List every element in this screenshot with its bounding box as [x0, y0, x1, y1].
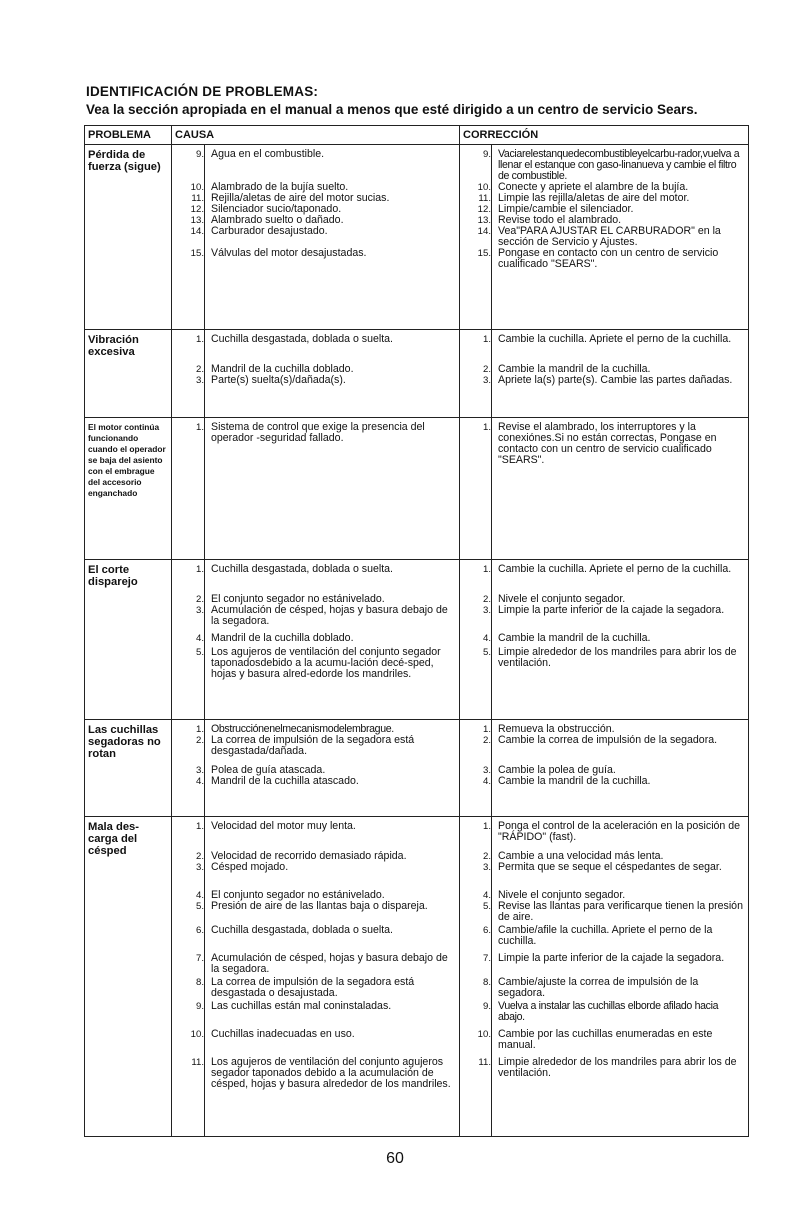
- cause-number: 3.: [195, 765, 204, 776]
- cause-number: 9.: [195, 1001, 204, 1012]
- cause-text: Presión de aire de las llantas baja o dispareja.: [211, 900, 428, 912]
- cause-text: Silenciador sucio/taponado.: [211, 203, 342, 215]
- cause-number: 8.: [195, 977, 204, 988]
- correction-text: Limpie la parte inferior de la cajade la segadora.: [498, 952, 725, 964]
- correction-text: Pongase en contacto con un centro de servicio cualificado "SEARS".: [498, 247, 719, 270]
- correction-number: 3.: [482, 862, 491, 873]
- correction-text: Vaciarelestanquedecombustibleyelcarbu-rador,vuelva a llenar el estanque con gaso-linanueva y cambie el filtro de combustible.: [498, 148, 740, 182]
- correction-text: Cambie la mandril de la cuchilla.: [498, 632, 651, 644]
- correction-text: Cambie la mandril de la cuchilla.: [498, 363, 651, 375]
- correction-text: Cambie la polea de guía.: [498, 764, 616, 776]
- correction-number: 1.: [482, 821, 491, 832]
- problem-cell: [85, 418, 172, 560]
- cause-text: Velocidad del motor muy lenta.: [211, 820, 356, 832]
- correction-text: Ponga el control de la aceleración en la posición de "RÁPIDO" (fast).: [498, 820, 741, 843]
- problem-cell: [85, 560, 172, 720]
- problem-label: Las cuchillas segadoras no rotan: [88, 724, 161, 760]
- correction-text: Revise las llantas para verificarque tienen la presión de aire.: [498, 900, 743, 923]
- page-content: [84, 84, 749, 1137]
- cause-number: 15.: [190, 248, 204, 259]
- cause-number: 1.: [195, 422, 204, 433]
- page-title: IDENTIFICACIÓN DE PROBLEMAS:: [86, 84, 319, 99]
- correction-text: Cambie la cuchilla. Apriete el perno de la cuchilla.: [498, 563, 732, 575]
- cause-text: Agua en el combustible.: [211, 148, 325, 160]
- correction-number: 9.: [482, 149, 491, 160]
- table-row: [85, 418, 749, 560]
- cause-text: El conjunto segador no estánivelado.: [211, 889, 385, 901]
- cause-text: Acumulación de césped, hojas y basura debajo de la segadora.: [211, 952, 448, 975]
- correction-number-column: [460, 817, 492, 1137]
- cause-text: Los agujeros de ventilación del conjunto segador taponadosdebido a la acumu-lación decé-sped, hojas y basura alred-edorde los mandriles.: [211, 646, 441, 680]
- correction-text: Cambie a una velocidad más lenta.: [498, 850, 664, 862]
- cause-text: Acumulación de césped, hojas y basura debajo de la segadora.: [211, 604, 448, 627]
- correction-text: Limpie alrededor de los mandriles para abrir los de ventilación.: [498, 1056, 737, 1079]
- cause-number: 2.: [195, 364, 204, 375]
- correction-text: Revise todo el alambrado.: [498, 214, 622, 226]
- correction-number: 1.: [482, 564, 491, 575]
- cause-text: El conjunto segador no estánivelado.: [211, 593, 385, 605]
- cause-number: 10.: [190, 182, 204, 193]
- cause-number: 4.: [195, 776, 204, 787]
- cause-number: 13.: [190, 215, 204, 226]
- correction-number: 5.: [482, 647, 491, 658]
- cause-number: 3.: [195, 862, 204, 873]
- cause-number: 6.: [195, 925, 204, 936]
- correction-column: [492, 145, 749, 330]
- correction-text: Limpie las rejilla/aletas de aire del motor.: [498, 192, 690, 204]
- cause-number: 1.: [195, 334, 204, 345]
- correction-text: Nivele el conjunto segador.: [498, 889, 626, 901]
- cause-number: 10.: [190, 1029, 204, 1040]
- correction-text: Limpie alrededor de los mandriles para abrir los de ventilación.: [498, 646, 737, 669]
- correction-number-column: [460, 560, 492, 720]
- correction-column: [492, 720, 749, 817]
- header-cause: CAUSA: [172, 126, 460, 145]
- cause-text: Válvulas del motor desajustadas.: [211, 247, 367, 259]
- cause-text: Cuchillas inadecuadas en uso.: [211, 1028, 355, 1040]
- header-correction: CORRECCIÓN: [460, 126, 749, 145]
- cause-column: [205, 418, 460, 560]
- header-problem: PROBLEMA: [85, 126, 172, 145]
- correction-text: Conecte y apriete el alambre de la bujía.: [498, 181, 689, 193]
- cause-number: 1.: [195, 821, 204, 832]
- cause-number: 5.: [195, 647, 204, 658]
- correction-number: 7.: [482, 953, 491, 964]
- correction-number: 3.: [482, 605, 491, 616]
- correction-text: Revise el alambrado, los interruptores y la conexiónes.Si no están correctas, Pongase en contacto con un centro de servicio cualificado "SEARS".: [498, 421, 717, 466]
- cause-number-column: [172, 418, 205, 560]
- problem-cell: [85, 145, 172, 330]
- page-subtitle: Vea la sección apropiada en el manual a menos que esté dirigido a un centro de servicio Sears.: [86, 102, 698, 117]
- cause-number-column: [172, 817, 205, 1137]
- correction-number: 2.: [482, 594, 491, 605]
- correction-number: 4.: [482, 633, 491, 644]
- problem-label: Mala des-carga del césped: [88, 821, 139, 857]
- correction-number: 10.: [477, 1029, 491, 1040]
- correction-text: Vea"PARA AJUSTAR EL CARBURADOR" en la sección de Servicio y Ajustes.: [498, 225, 721, 248]
- cause-number: 4.: [195, 890, 204, 901]
- cause-text: Parte(s) suelta(s)/dañada(s).: [211, 374, 346, 386]
- correction-text: Nivele el conjunto segador.: [498, 593, 626, 605]
- correction-number: 1.: [482, 334, 491, 345]
- correction-number: 2.: [482, 735, 491, 746]
- correction-number: 10.: [477, 182, 491, 193]
- cause-number-column: [172, 330, 205, 418]
- correction-number: 5.: [482, 901, 491, 912]
- correction-number: 2.: [482, 364, 491, 375]
- cause-text: Obstrucciónenelmecanismodelembrague.: [211, 723, 394, 735]
- cause-text: Carburador desajustado.: [211, 225, 328, 237]
- correction-number-column: [460, 330, 492, 418]
- cause-column: [205, 720, 460, 817]
- correction-number: 13.: [477, 215, 491, 226]
- cause-text: Alambrado de la bujía suelto.: [211, 181, 349, 193]
- cause-number-column: [172, 560, 205, 720]
- cause-text: Alambrado suelto o dañado.: [211, 214, 344, 226]
- troubleshooting-table: [84, 125, 749, 1137]
- correction-number: 2.: [482, 851, 491, 862]
- cause-text: Cuchilla desgastada, doblada o suelta.: [211, 924, 393, 936]
- correction-text: Cambie/ajuste la correa de impulsión de la segadora.: [498, 976, 699, 999]
- correction-text: Remueva la obstrucción.: [498, 723, 615, 735]
- table-row: [85, 560, 749, 720]
- correction-text: Cambie la correa de impulsión de la segadora.: [498, 734, 718, 746]
- cause-number: 9.: [195, 149, 204, 160]
- correction-number: 12.: [477, 204, 491, 215]
- cause-text: Sistema de control que exige la presencia del operador -seguridad fallado.: [211, 421, 425, 444]
- correction-number: 11.: [478, 1057, 491, 1068]
- cause-number: 2.: [195, 851, 204, 862]
- cause-text: Mandril de la cuchilla atascado.: [211, 775, 359, 787]
- correction-text: Limpie/cambie el silenciador.: [498, 203, 634, 215]
- cause-number-column: [172, 720, 205, 817]
- correction-number-column: [460, 418, 492, 560]
- cause-text: La correa de impulsión de la segadora está desgastada/dañada.: [211, 734, 415, 757]
- problem-cell: [85, 720, 172, 817]
- correction-text: Limpie la parte inferior de la cajade la segadora.: [498, 604, 725, 616]
- correction-number: 8.: [482, 977, 491, 988]
- correction-column: [492, 560, 749, 720]
- correction-text: Cambie la mandril de la cuchilla.: [498, 775, 651, 787]
- cause-column: [205, 560, 460, 720]
- problem-label: Vibración excesiva: [88, 334, 139, 358]
- correction-text: Vuelva a instalar las cuchillas elborde afilado hacia abajo.: [498, 1000, 719, 1023]
- cause-number: 5.: [195, 901, 204, 912]
- correction-text: Apriete la(s) parte(s). Cambie las partes dañadas.: [498, 374, 733, 386]
- cause-text: La correa de impulsión de la segadora está desgastada o desajustada.: [211, 976, 415, 999]
- correction-number-column: [460, 720, 492, 817]
- cause-number: 4.: [195, 633, 204, 644]
- cause-text: Polea de guía atascada.: [211, 764, 326, 776]
- correction-number: 4.: [482, 776, 491, 787]
- correction-column: [492, 817, 749, 1137]
- cause-text: Rejilla/aletas de aire del motor sucias.: [211, 192, 390, 204]
- cause-column: [205, 817, 460, 1137]
- correction-number: 1.: [482, 724, 491, 735]
- problem-label: El corte disparejo: [88, 564, 138, 588]
- cause-text: Césped mojado.: [211, 861, 289, 873]
- cause-column: [205, 330, 460, 418]
- correction-column: [492, 418, 749, 560]
- cause-text: Los agujeros de ventilación del conjunto agujeros segador taponados debido a la acumulación de césped, hojas y basura alrededor de los mandriles.: [211, 1056, 451, 1090]
- correction-number: 9.: [482, 1001, 491, 1012]
- correction-column: [492, 330, 749, 418]
- table-header-row: [85, 126, 749, 145]
- correction-number: 4.: [482, 890, 491, 901]
- problem-label: Pérdida de fuerza (sigue): [88, 149, 161, 173]
- cause-text: Mandril de la cuchilla doblado.: [211, 363, 354, 375]
- correction-number: 6.: [482, 925, 491, 936]
- correction-number-column: [460, 145, 492, 330]
- cause-number: 2.: [195, 594, 204, 605]
- cause-number: 11.: [191, 1057, 204, 1068]
- cause-column: [205, 145, 460, 330]
- correction-text: Cambie/afile la cuchilla. Apriete el perno de la cuchilla.: [498, 924, 713, 947]
- cause-number: 11.: [191, 193, 204, 204]
- correction-number: 11.: [478, 193, 491, 204]
- correction-text: Cambie por las cuchillas enumeradas en este manual.: [498, 1028, 713, 1051]
- correction-number: 1.: [482, 422, 491, 433]
- table-row: [85, 145, 749, 330]
- table-row: [85, 817, 749, 1137]
- cause-text: Mandril de la cuchilla doblado.: [211, 632, 354, 644]
- correction-number: 15.: [477, 248, 491, 259]
- page-number: 60: [386, 1150, 404, 1167]
- problem-label: El motor continúa funcionando cuando el operador se baja del asiento con el embrague del accesorio enganchado: [88, 422, 166, 498]
- cause-number: 3.: [195, 605, 204, 616]
- correction-number: 14.: [477, 226, 491, 237]
- cause-text: Cuchilla desgastada, doblada o suelta.: [211, 333, 393, 345]
- cause-text: Las cuchillas están mal coninstaladas.: [211, 1000, 392, 1012]
- table-row: [85, 720, 749, 817]
- problem-cell: [85, 330, 172, 418]
- cause-number: 3.: [195, 375, 204, 386]
- cause-number: 1.: [195, 724, 204, 735]
- cause-number-column: [172, 145, 205, 330]
- correction-number: 3.: [482, 375, 491, 386]
- cause-text: Cuchilla desgastada, doblada o suelta.: [211, 563, 393, 575]
- cause-number: 12.: [190, 204, 204, 215]
- problem-cell: [85, 817, 172, 1137]
- correction-text: Permita que se seque el céspedantes de segar.: [498, 861, 722, 873]
- cause-text: Velocidad de recorrido demasiado rápida.: [211, 850, 407, 862]
- table-row: [85, 330, 749, 418]
- cause-number: 2.: [195, 735, 204, 746]
- cause-number: 1.: [195, 564, 204, 575]
- cause-number: 14.: [190, 226, 204, 237]
- correction-text: Cambie la cuchilla. Apriete el perno de la cuchilla.: [498, 333, 732, 345]
- cause-number: 7.: [195, 953, 204, 964]
- correction-number: 3.: [482, 765, 491, 776]
